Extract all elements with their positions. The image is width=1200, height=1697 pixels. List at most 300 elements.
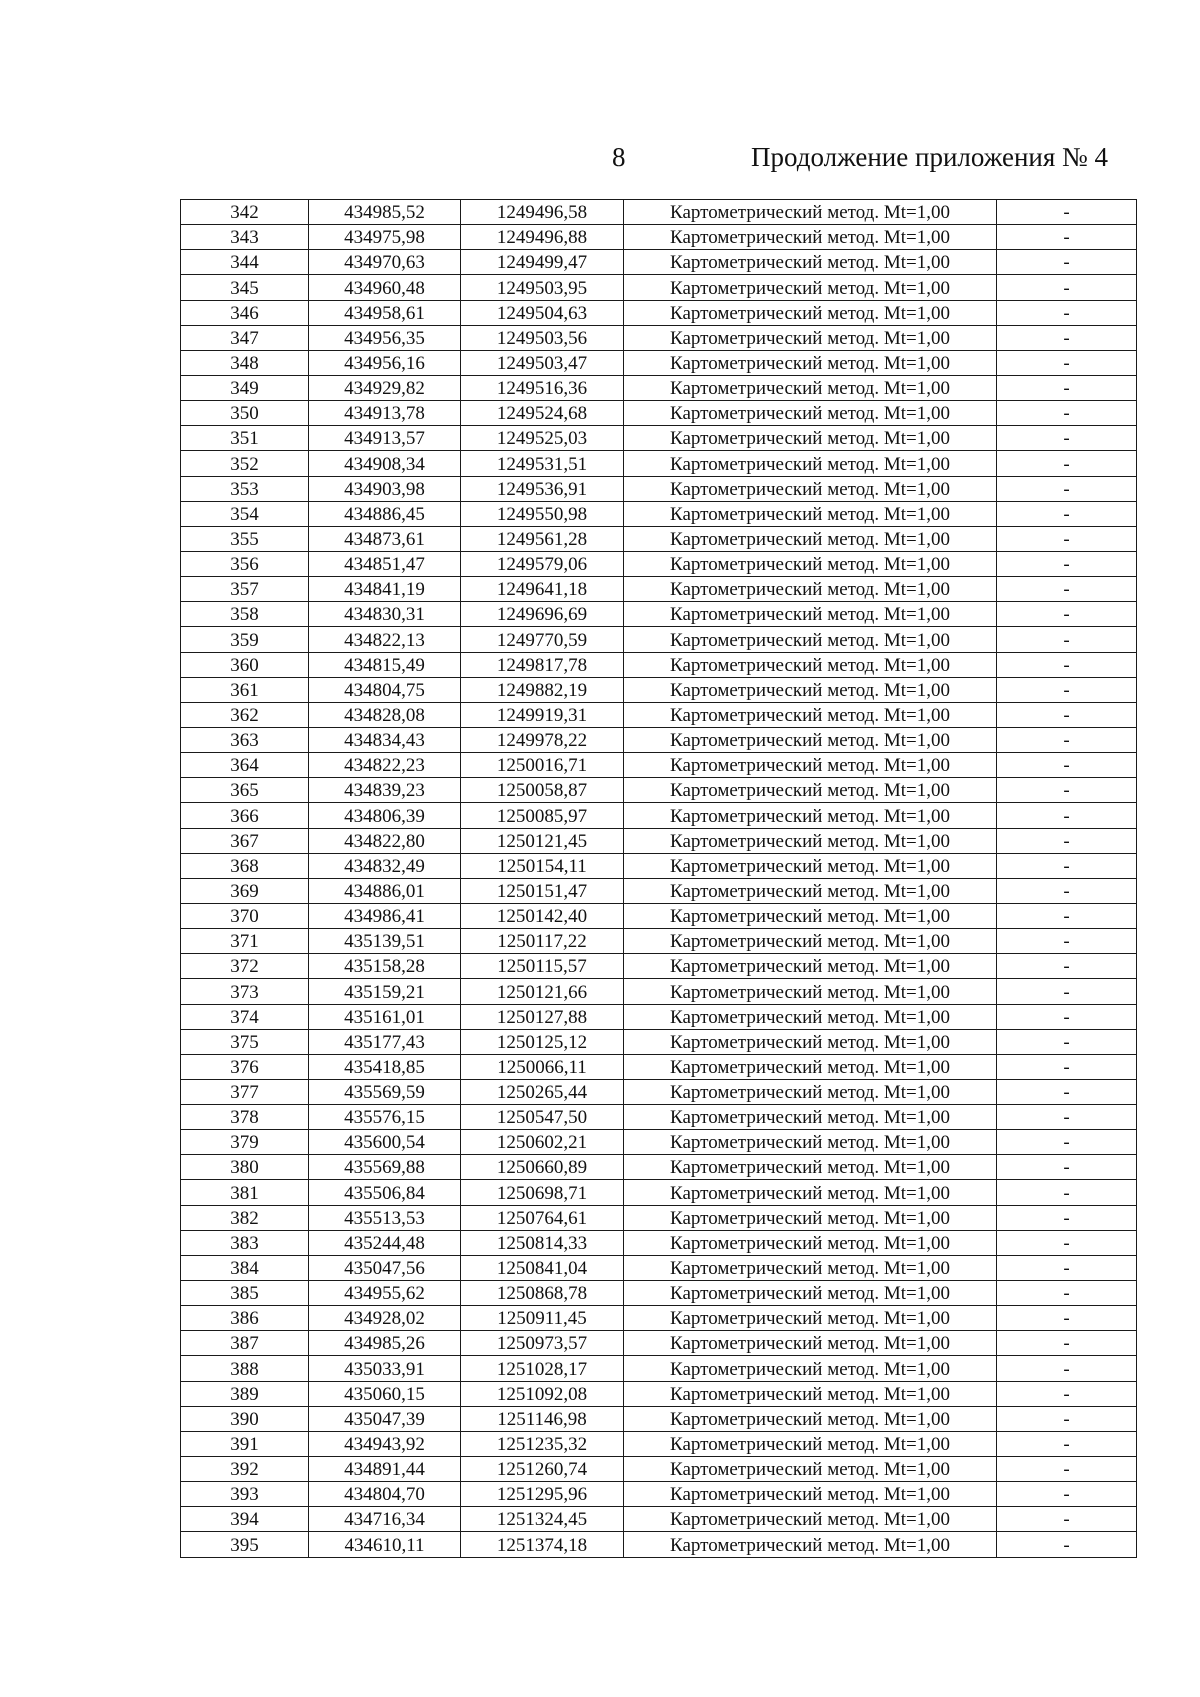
- point-number-cell: 377: [181, 1079, 309, 1104]
- y-coordinate-cell: 1250660,89: [461, 1155, 624, 1180]
- point-number-cell: 378: [181, 1105, 309, 1130]
- y-coordinate-cell: 1250602,21: [461, 1130, 624, 1155]
- x-coordinate-cell: 434815,49: [309, 652, 461, 677]
- note-cell: -: [997, 325, 1137, 350]
- table-row: [181, 1130, 1137, 1155]
- y-coordinate-cell: 1250814,33: [461, 1230, 624, 1255]
- table-row: [181, 903, 1137, 928]
- x-coordinate-cell: 434834,43: [309, 727, 461, 752]
- note-cell: -: [997, 1482, 1137, 1507]
- note-cell: -: [997, 401, 1137, 426]
- table-row: [181, 451, 1137, 476]
- point-number-cell: 358: [181, 602, 309, 627]
- point-number-cell: 395: [181, 1532, 309, 1557]
- x-coordinate-cell: 434822,23: [309, 753, 461, 778]
- point-number-cell: 394: [181, 1507, 309, 1532]
- table-row: [181, 1482, 1137, 1507]
- table-row: [181, 803, 1137, 828]
- x-coordinate-cell: 435060,15: [309, 1381, 461, 1406]
- x-coordinate-cell: 434913,57: [309, 426, 461, 451]
- method-cell: Картометрический метод. Mt=1,00: [624, 702, 997, 727]
- x-coordinate-cell: 435576,15: [309, 1105, 461, 1130]
- y-coordinate-cell: 1249503,95: [461, 275, 624, 300]
- method-cell: Картометрический метод. Mt=1,00: [624, 1079, 997, 1104]
- note-cell: -: [997, 1381, 1137, 1406]
- x-coordinate-cell: 435159,21: [309, 979, 461, 1004]
- method-cell: Картометрический метод. Mt=1,00: [624, 803, 997, 828]
- table-row: [181, 702, 1137, 727]
- x-coordinate-cell: 435047,56: [309, 1255, 461, 1280]
- note-cell: -: [997, 1004, 1137, 1029]
- point-number-cell: 384: [181, 1255, 309, 1280]
- table-row: [181, 1532, 1137, 1557]
- point-number-cell: 372: [181, 954, 309, 979]
- y-coordinate-cell: 1251092,08: [461, 1381, 624, 1406]
- note-cell: -: [997, 878, 1137, 903]
- y-coordinate-cell: 1250058,87: [461, 778, 624, 803]
- y-coordinate-cell: 1249524,68: [461, 401, 624, 426]
- x-coordinate-cell: 434956,35: [309, 325, 461, 350]
- x-coordinate-cell: 434886,45: [309, 501, 461, 526]
- table-row: [181, 954, 1137, 979]
- y-coordinate-cell: 1249919,31: [461, 702, 624, 727]
- point-number-cell: 342: [181, 200, 309, 225]
- x-coordinate-cell: 434908,34: [309, 451, 461, 476]
- y-coordinate-cell: 1249525,03: [461, 426, 624, 451]
- table-row: [181, 401, 1137, 426]
- point-number-cell: 347: [181, 325, 309, 350]
- note-cell: -: [997, 1532, 1137, 1557]
- y-coordinate-cell: 1249882,19: [461, 677, 624, 702]
- point-number-cell: 367: [181, 828, 309, 853]
- note-cell: -: [997, 551, 1137, 576]
- table-row: [181, 1004, 1137, 1029]
- y-coordinate-cell: 1250547,50: [461, 1105, 624, 1130]
- note-cell: -: [997, 1079, 1137, 1104]
- x-coordinate-cell: 434943,92: [309, 1431, 461, 1456]
- y-coordinate-cell: 1250117,22: [461, 929, 624, 954]
- table-row: [181, 1281, 1137, 1306]
- x-coordinate-cell: 434903,98: [309, 476, 461, 501]
- note-cell: -: [997, 1255, 1137, 1280]
- x-coordinate-cell: 434830,31: [309, 602, 461, 627]
- note-cell: -: [997, 778, 1137, 803]
- method-cell: Картометрический метод. Mt=1,00: [624, 1105, 997, 1130]
- note-cell: -: [997, 1431, 1137, 1456]
- note-cell: -: [997, 501, 1137, 526]
- method-cell: Картометрический метод. Mt=1,00: [624, 853, 997, 878]
- method-cell: Картометрический метод. Mt=1,00: [624, 526, 997, 551]
- method-cell: Картометрический метод. Mt=1,00: [624, 602, 997, 627]
- point-number-cell: 369: [181, 878, 309, 903]
- x-coordinate-cell: 434828,08: [309, 702, 461, 727]
- page-number: 8: [612, 142, 626, 172]
- x-coordinate-cell: 434985,52: [309, 200, 461, 225]
- point-number-cell: 376: [181, 1054, 309, 1079]
- x-coordinate-cell: 435244,48: [309, 1230, 461, 1255]
- method-cell: Картометрический метод. Mt=1,00: [624, 753, 997, 778]
- y-coordinate-cell: 1250115,57: [461, 954, 624, 979]
- y-coordinate-cell: 1249579,06: [461, 551, 624, 576]
- note-cell: -: [997, 903, 1137, 928]
- y-coordinate-cell: 1250016,71: [461, 753, 624, 778]
- note-cell: -: [997, 300, 1137, 325]
- method-cell: Картометрический метод. Mt=1,00: [624, 1356, 997, 1381]
- table-row: [181, 350, 1137, 375]
- table-row: [181, 1180, 1137, 1205]
- method-cell: Картометрический метод. Mt=1,00: [624, 250, 997, 275]
- table-row: [181, 878, 1137, 903]
- note-cell: -: [997, 1406, 1137, 1431]
- method-cell: Картометрический метод. Mt=1,00: [624, 501, 997, 526]
- note-cell: -: [997, 702, 1137, 727]
- table-row: [181, 1331, 1137, 1356]
- y-coordinate-cell: 1250868,78: [461, 1281, 624, 1306]
- x-coordinate-cell: 435569,59: [309, 1079, 461, 1104]
- note-cell: -: [997, 1130, 1137, 1155]
- point-number-cell: 385: [181, 1281, 309, 1306]
- note-cell: -: [997, 1205, 1137, 1230]
- x-coordinate-cell: 435513,53: [309, 1205, 461, 1230]
- y-coordinate-cell: 1251235,32: [461, 1431, 624, 1456]
- table-row: [181, 1381, 1137, 1406]
- table-row: [181, 1507, 1137, 1532]
- method-cell: Картометрический метод. Mt=1,00: [624, 426, 997, 451]
- method-cell: Картометрический метод. Mt=1,00: [624, 828, 997, 853]
- point-number-cell: 349: [181, 375, 309, 400]
- y-coordinate-cell: 1250127,88: [461, 1004, 624, 1029]
- note-cell: -: [997, 275, 1137, 300]
- point-number-cell: 383: [181, 1230, 309, 1255]
- y-coordinate-cell: 1249696,69: [461, 602, 624, 627]
- x-coordinate-cell: 434839,23: [309, 778, 461, 803]
- x-coordinate-cell: 434891,44: [309, 1457, 461, 1482]
- table-row: [181, 375, 1137, 400]
- method-cell: Картометрический метод. Mt=1,00: [624, 778, 997, 803]
- y-coordinate-cell: 1249536,91: [461, 476, 624, 501]
- table-row: [181, 225, 1137, 250]
- table-row: [181, 275, 1137, 300]
- method-cell: Картометрический метод. Mt=1,00: [624, 1331, 997, 1356]
- note-cell: -: [997, 753, 1137, 778]
- method-cell: Картометрический метод. Mt=1,00: [624, 401, 997, 426]
- method-cell: Картометрический метод. Mt=1,00: [624, 1054, 997, 1079]
- y-coordinate-cell: 1250841,04: [461, 1255, 624, 1280]
- method-cell: Картометрический метод. Mt=1,00: [624, 551, 997, 576]
- x-coordinate-cell: 435139,51: [309, 929, 461, 954]
- point-number-cell: 368: [181, 853, 309, 878]
- point-number-cell: 350: [181, 401, 309, 426]
- x-coordinate-cell: 435177,43: [309, 1029, 461, 1054]
- note-cell: -: [997, 250, 1137, 275]
- y-coordinate-cell: 1250265,44: [461, 1079, 624, 1104]
- x-coordinate-cell: 434873,61: [309, 526, 461, 551]
- y-coordinate-cell: 1251028,17: [461, 1356, 624, 1381]
- table-row: [181, 501, 1137, 526]
- point-number-cell: 366: [181, 803, 309, 828]
- method-cell: Картометрический метод. Mt=1,00: [624, 627, 997, 652]
- x-coordinate-cell: 434806,39: [309, 803, 461, 828]
- point-number-cell: 343: [181, 225, 309, 250]
- y-coordinate-cell: 1250125,12: [461, 1029, 624, 1054]
- point-number-cell: 380: [181, 1155, 309, 1180]
- method-cell: Картометрический метод. Mt=1,00: [624, 979, 997, 1004]
- y-coordinate-cell: 1249550,98: [461, 501, 624, 526]
- y-coordinate-cell: 1249978,22: [461, 727, 624, 752]
- point-number-cell: 371: [181, 929, 309, 954]
- y-coordinate-cell: 1249504,63: [461, 300, 624, 325]
- note-cell: -: [997, 1356, 1137, 1381]
- point-number-cell: 379: [181, 1130, 309, 1155]
- method-cell: Картометрический метод. Mt=1,00: [624, 1255, 997, 1280]
- method-cell: Картометрический метод. Mt=1,00: [624, 1180, 997, 1205]
- note-cell: -: [997, 526, 1137, 551]
- table-row: [181, 677, 1137, 702]
- method-cell: Картометрический метод. Mt=1,00: [624, 929, 997, 954]
- point-number-cell: 351: [181, 426, 309, 451]
- note-cell: -: [997, 200, 1137, 225]
- x-coordinate-cell: 434851,47: [309, 551, 461, 576]
- point-number-cell: 344: [181, 250, 309, 275]
- method-cell: Картометрический метод. Mt=1,00: [624, 1532, 997, 1557]
- point-number-cell: 359: [181, 627, 309, 652]
- x-coordinate-cell: 434928,02: [309, 1306, 461, 1331]
- x-coordinate-cell: 434804,75: [309, 677, 461, 702]
- method-cell: Картометрический метод. Mt=1,00: [624, 903, 997, 928]
- y-coordinate-cell: 1249817,78: [461, 652, 624, 677]
- x-coordinate-cell: 434716,34: [309, 1507, 461, 1532]
- point-number-cell: 355: [181, 526, 309, 551]
- note-cell: -: [997, 602, 1137, 627]
- point-number-cell: 346: [181, 300, 309, 325]
- method-cell: Картометрический метод. Mt=1,00: [624, 1281, 997, 1306]
- y-coordinate-cell: 1250121,66: [461, 979, 624, 1004]
- method-cell: Картометрический метод. Mt=1,00: [624, 476, 997, 501]
- note-cell: -: [997, 1029, 1137, 1054]
- x-coordinate-cell: 434975,98: [309, 225, 461, 250]
- method-cell: Картометрический метод. Mt=1,00: [624, 1029, 997, 1054]
- note-cell: -: [997, 1155, 1137, 1180]
- table-row: [181, 1230, 1137, 1255]
- table-row: [181, 1205, 1137, 1230]
- y-coordinate-cell: 1249503,56: [461, 325, 624, 350]
- table-row: [181, 778, 1137, 803]
- method-cell: Картометрический метод. Mt=1,00: [624, 577, 997, 602]
- y-coordinate-cell: 1250066,11: [461, 1054, 624, 1079]
- note-cell: -: [997, 828, 1137, 853]
- note-cell: -: [997, 1457, 1137, 1482]
- point-number-cell: 389: [181, 1381, 309, 1406]
- point-number-cell: 356: [181, 551, 309, 576]
- note-cell: -: [997, 577, 1137, 602]
- table-row: [181, 200, 1137, 225]
- method-cell: Картометрический метод. Mt=1,00: [624, 1431, 997, 1456]
- method-cell: Картометрический метод. Mt=1,00: [624, 652, 997, 677]
- table-row: [181, 652, 1137, 677]
- point-number-cell: 375: [181, 1029, 309, 1054]
- method-cell: Картометрический метод. Mt=1,00: [624, 1406, 997, 1431]
- table-row: [181, 727, 1137, 752]
- note-cell: -: [997, 929, 1137, 954]
- x-coordinate-cell: 434822,80: [309, 828, 461, 853]
- point-number-cell: 386: [181, 1306, 309, 1331]
- appendix-caption: Продолжение приложения № 4: [751, 142, 1109, 172]
- x-coordinate-cell: 434886,01: [309, 878, 461, 903]
- table-row: [181, 853, 1137, 878]
- y-coordinate-cell: 1250085,97: [461, 803, 624, 828]
- y-coordinate-cell: 1249496,58: [461, 200, 624, 225]
- method-cell: Картометрический метод. Mt=1,00: [624, 325, 997, 350]
- point-number-cell: 357: [181, 577, 309, 602]
- table-row: [181, 1431, 1137, 1456]
- table-row: [181, 828, 1137, 853]
- x-coordinate-cell: 435033,91: [309, 1356, 461, 1381]
- note-cell: -: [997, 1281, 1137, 1306]
- table-row: [181, 1029, 1137, 1054]
- y-coordinate-cell: 1250151,47: [461, 878, 624, 903]
- table-row: [181, 1457, 1137, 1482]
- method-cell: Картометрический метод. Mt=1,00: [624, 677, 997, 702]
- x-coordinate-cell: 435418,85: [309, 1054, 461, 1079]
- method-cell: Картометрический метод. Mt=1,00: [624, 1004, 997, 1029]
- y-coordinate-cell: 1250121,45: [461, 828, 624, 853]
- point-number-cell: 364: [181, 753, 309, 778]
- note-cell: -: [997, 1105, 1137, 1130]
- point-number-cell: 381: [181, 1180, 309, 1205]
- table-row: [181, 1105, 1137, 1130]
- y-coordinate-cell: 1249499,47: [461, 250, 624, 275]
- method-cell: Картометрический метод. Mt=1,00: [624, 200, 997, 225]
- table-row: [181, 929, 1137, 954]
- x-coordinate-cell: 435158,28: [309, 954, 461, 979]
- note-cell: -: [997, 375, 1137, 400]
- note-cell: -: [997, 954, 1137, 979]
- table-row: [181, 1255, 1137, 1280]
- x-coordinate-cell: 434955,62: [309, 1281, 461, 1306]
- method-cell: Картометрический метод. Mt=1,00: [624, 300, 997, 325]
- x-coordinate-cell: 435047,39: [309, 1406, 461, 1431]
- note-cell: -: [997, 476, 1137, 501]
- note-cell: -: [997, 1230, 1137, 1255]
- method-cell: Картометрический метод. Mt=1,00: [624, 878, 997, 903]
- note-cell: -: [997, 1331, 1137, 1356]
- table-row: [181, 1356, 1137, 1381]
- note-cell: -: [997, 677, 1137, 702]
- x-coordinate-cell: 435600,54: [309, 1130, 461, 1155]
- x-coordinate-cell: 434956,16: [309, 350, 461, 375]
- x-coordinate-cell: 434970,63: [309, 250, 461, 275]
- method-cell: Картометрический метод. Mt=1,00: [624, 451, 997, 476]
- x-coordinate-cell: 434958,61: [309, 300, 461, 325]
- x-coordinate-cell: 434804,70: [309, 1482, 461, 1507]
- note-cell: -: [997, 979, 1137, 1004]
- y-coordinate-cell: 1249516,36: [461, 375, 624, 400]
- point-number-cell: 362: [181, 702, 309, 727]
- point-number-cell: 387: [181, 1331, 309, 1356]
- point-number-cell: 370: [181, 903, 309, 928]
- method-cell: Картометрический метод. Mt=1,00: [624, 1130, 997, 1155]
- y-coordinate-cell: 1250973,57: [461, 1331, 624, 1356]
- method-cell: Картометрический метод. Mt=1,00: [624, 1205, 997, 1230]
- point-number-cell: 374: [181, 1004, 309, 1029]
- y-coordinate-cell: 1251374,18: [461, 1532, 624, 1557]
- method-cell: Картометрический метод. Mt=1,00: [624, 375, 997, 400]
- point-number-cell: 382: [181, 1205, 309, 1230]
- table-row: [181, 979, 1137, 1004]
- note-cell: -: [997, 1306, 1137, 1331]
- table-row: [181, 476, 1137, 501]
- point-number-cell: 388: [181, 1356, 309, 1381]
- x-coordinate-cell: 434610,11: [309, 1532, 461, 1557]
- note-cell: -: [997, 225, 1137, 250]
- method-cell: Картометрический метод. Mt=1,00: [624, 225, 997, 250]
- table-row: [181, 1155, 1137, 1180]
- note-cell: -: [997, 451, 1137, 476]
- note-cell: -: [997, 627, 1137, 652]
- method-cell: Картометрический метод. Mt=1,00: [624, 275, 997, 300]
- point-number-cell: 354: [181, 501, 309, 526]
- y-coordinate-cell: 1249503,47: [461, 350, 624, 375]
- y-coordinate-cell: 1250764,61: [461, 1205, 624, 1230]
- table-row: [181, 526, 1137, 551]
- x-coordinate-cell: 434985,26: [309, 1331, 461, 1356]
- point-number-cell: 391: [181, 1431, 309, 1456]
- method-cell: Картометрический метод. Mt=1,00: [624, 1482, 997, 1507]
- y-coordinate-cell: 1250142,40: [461, 903, 624, 928]
- table-row: [181, 1079, 1137, 1104]
- x-coordinate-cell: 435569,88: [309, 1155, 461, 1180]
- x-coordinate-cell: 435161,01: [309, 1004, 461, 1029]
- point-number-cell: 365: [181, 778, 309, 803]
- method-cell: Картометрический метод. Mt=1,00: [624, 1306, 997, 1331]
- y-coordinate-cell: 1249531,51: [461, 451, 624, 476]
- table-row: [181, 426, 1137, 451]
- note-cell: -: [997, 853, 1137, 878]
- x-coordinate-cell: 434832,49: [309, 853, 461, 878]
- table-row: [181, 551, 1137, 576]
- y-coordinate-cell: 1251324,45: [461, 1507, 624, 1532]
- note-cell: -: [997, 727, 1137, 752]
- table-row: [181, 325, 1137, 350]
- method-cell: Картометрический метод. Mt=1,00: [624, 1155, 997, 1180]
- method-cell: Картометрический метод. Mt=1,00: [624, 1507, 997, 1532]
- note-cell: -: [997, 1507, 1137, 1532]
- note-cell: -: [997, 803, 1137, 828]
- table-row: [181, 602, 1137, 627]
- y-coordinate-cell: 1251146,98: [461, 1406, 624, 1431]
- table-row: [181, 753, 1137, 778]
- coordinates-table-body: [181, 200, 1137, 1558]
- point-number-cell: 345: [181, 275, 309, 300]
- note-cell: -: [997, 1054, 1137, 1079]
- table-row: [181, 1054, 1137, 1079]
- table-row: [181, 1306, 1137, 1331]
- method-cell: Картометрический метод. Mt=1,00: [624, 350, 997, 375]
- y-coordinate-cell: 1250154,11: [461, 853, 624, 878]
- method-cell: Картометрический метод. Mt=1,00: [624, 1457, 997, 1482]
- point-number-cell: 361: [181, 677, 309, 702]
- x-coordinate-cell: 434986,41: [309, 903, 461, 928]
- point-number-cell: 353: [181, 476, 309, 501]
- point-number-cell: 360: [181, 652, 309, 677]
- method-cell: Картометрический метод. Mt=1,00: [624, 1381, 997, 1406]
- point-number-cell: 352: [181, 451, 309, 476]
- method-cell: Картометрический метод. Mt=1,00: [624, 954, 997, 979]
- x-coordinate-cell: 434960,48: [309, 275, 461, 300]
- point-number-cell: 390: [181, 1406, 309, 1431]
- note-cell: -: [997, 1180, 1137, 1205]
- note-cell: -: [997, 426, 1137, 451]
